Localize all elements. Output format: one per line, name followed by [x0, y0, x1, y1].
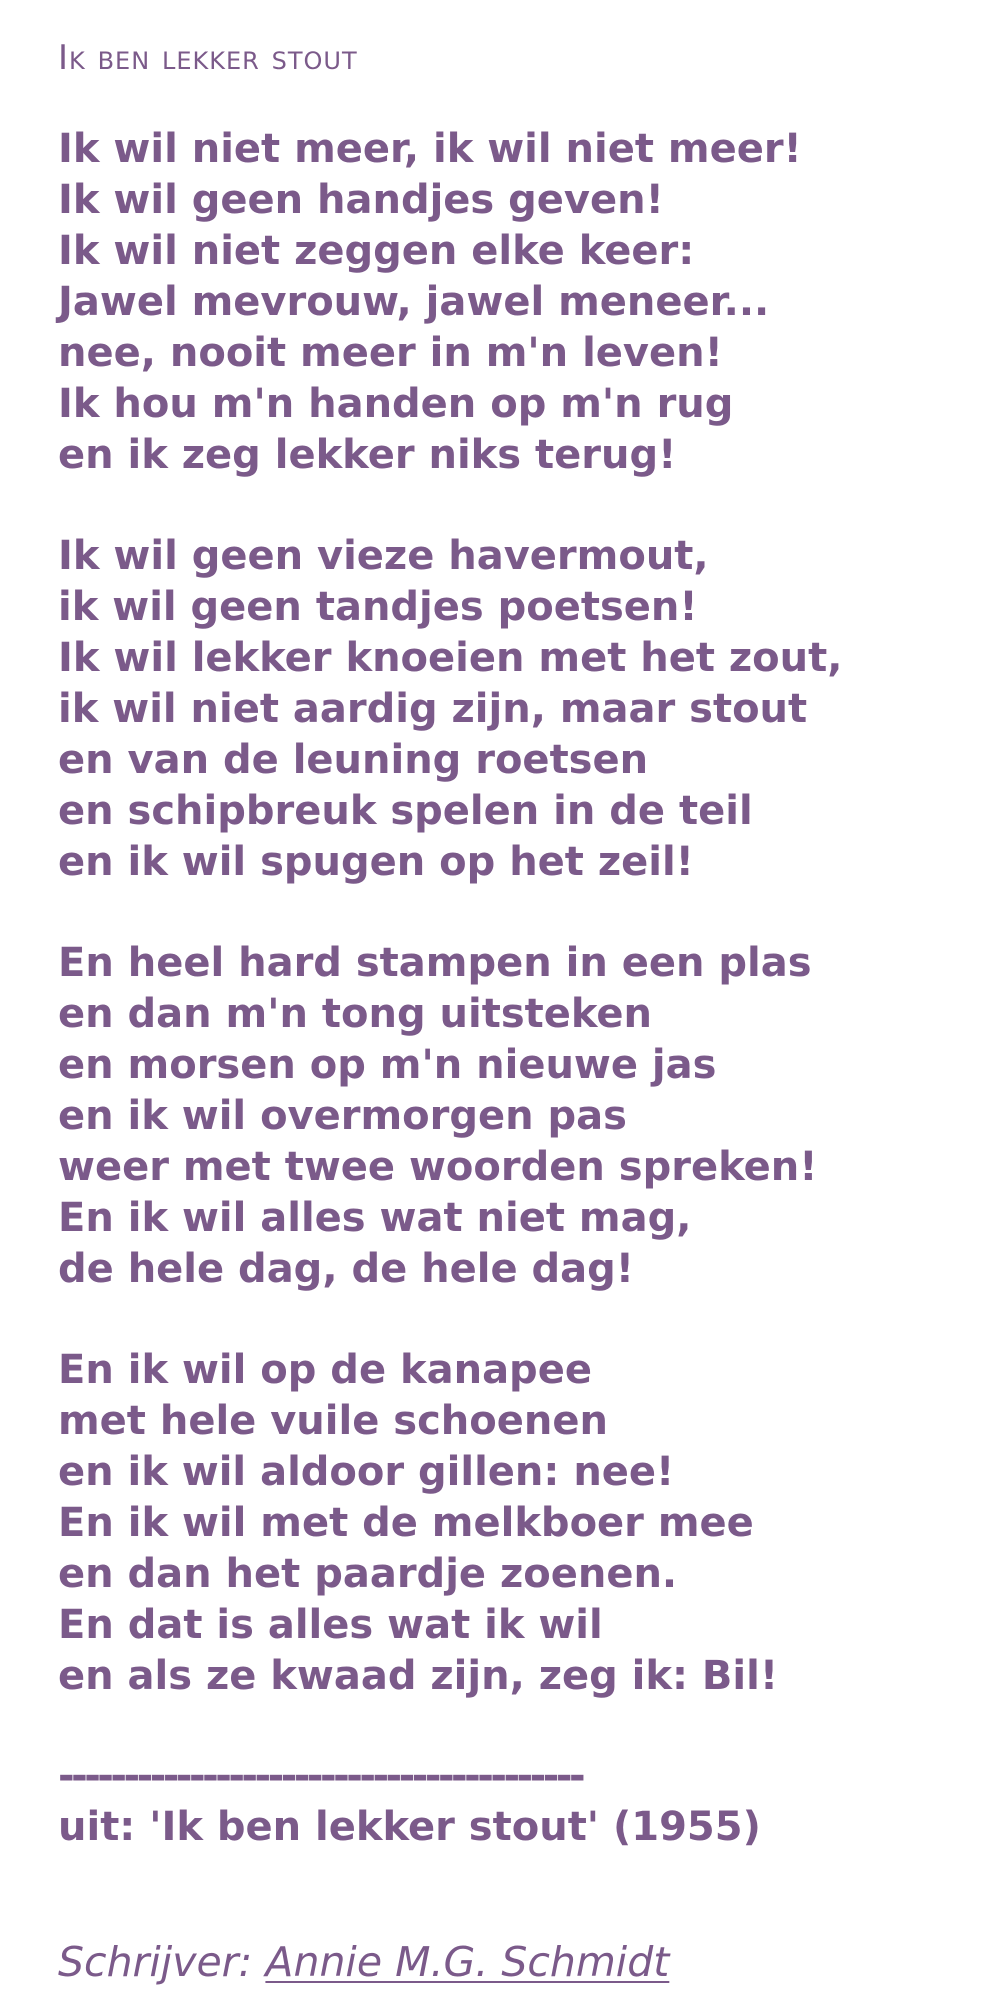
stanza [58, 1345, 842, 1702]
poem-line: en schipbreuk spelen in de teil [58, 788, 753, 834]
poem-line: en ik zeg lekker niks terug! [58, 432, 677, 478]
poem-line: Ik wil niet meer, ik wil niet meer! [58, 126, 802, 172]
poem-line: ik wil geen tandjes poetsen! [58, 584, 698, 630]
poem-line: nee, nooit meer in m'n leven! [58, 330, 723, 376]
poem-line: En ik wil alles wat niet mag, [58, 1195, 692, 1241]
poem-line: en dan m'n tong uitsteken [58, 991, 653, 1037]
stanza [58, 531, 842, 888]
poem-line: Ik wil geen vieze havermout, [58, 533, 709, 579]
poem-line: En dat is alles wat ik wil [58, 1602, 603, 1648]
stanza [58, 938, 842, 1295]
poem-line: en morsen op m'n nieuwe jas [58, 1042, 717, 1088]
poem-line: En heel hard stampen in een plas [58, 940, 812, 986]
divider-line: ---------------------------------------- [58, 1753, 583, 1799]
author-credit [58, 1938, 669, 1986]
poem-line: en ik wil aldoor gillen: nee! [58, 1449, 675, 1495]
poem-line: Ik wil niet zeggen elke keer: [58, 228, 695, 274]
source-citation: uit: 'Ik ben lekker stout' (1955) [58, 1804, 761, 1850]
poem-line: Ik wil geen handjes geven! [58, 177, 664, 223]
poem-line: En ik wil met de melkboer mee [58, 1500, 754, 1546]
poem-line: met hele vuile schoenen [58, 1398, 608, 1444]
poem-title: Ik ben lekker stout [58, 38, 358, 78]
poem-line: Ik wil lekker knoeien met het zout, [58, 635, 843, 681]
poem-body [58, 124, 842, 1752]
poem-line: weer met twee woorden spreken! [58, 1144, 818, 1190]
stanza [58, 124, 842, 481]
poem-line: Jawel mevrouw, jawel meneer... [58, 279, 770, 325]
author-label: Schrijver: [58, 1938, 253, 1986]
poem-line: en ik wil spugen op het zeil! [58, 839, 694, 885]
poem-line: Ik hou m'n handen op m'n rug [58, 381, 734, 427]
poem-line: en van de leuning roetsen [58, 737, 649, 783]
poem-line: En ik wil op de kanapee [58, 1347, 592, 1393]
poem-line: ik wil niet aardig zijn, maar stout [58, 686, 808, 732]
poem-line: en dan het paardje zoenen. [58, 1551, 678, 1597]
poem-line: en ik wil overmorgen pas [58, 1093, 627, 1139]
author-link[interactable]: Annie M.G. Schmidt [265, 1938, 670, 1986]
poem-line: de hele dag, de hele dag! [58, 1246, 634, 1292]
poem-line: en als ze kwaad zijn, zeg ik: Bil! [58, 1653, 779, 1699]
